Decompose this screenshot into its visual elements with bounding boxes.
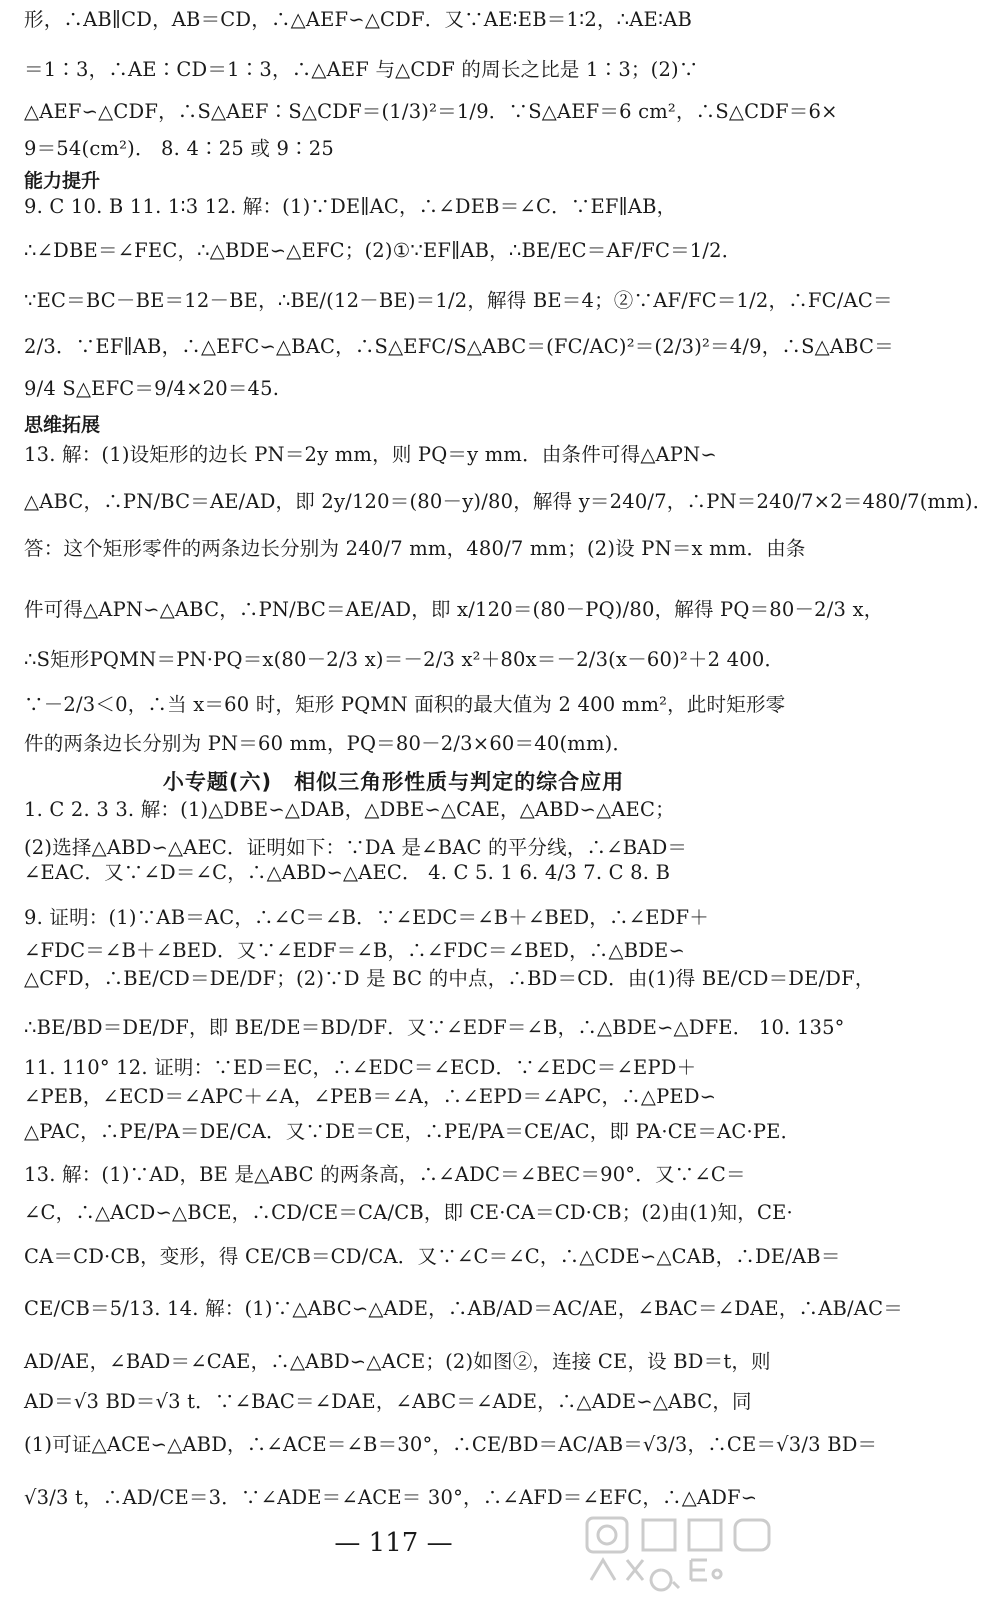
text-line: 件可得△APN∽△ABC，∴PN/BC＝AE/AD，即 x/120＝(80－PQ)/80，解得 PQ＝80－2/3 x，	[24, 598, 884, 621]
text-line: 1. C 2. 3 3. 解：(1)△DBE∽△DAB，△DBE∽△CAE，△ABD∽△AEC；	[24, 798, 675, 821]
text-line: AD＝√3 BD＝√3 t．∵∠BAC＝∠DAE，∠ABC＝∠ADE，∴△ADE∽△ABC，同	[24, 1390, 752, 1413]
text-line: (1)可证△ACE∽△ABD，∴∠ACE＝∠B＝30°，∴CE/BD＝AC/AB＝√3/3，∴CE＝√3/3 BD＝	[24, 1433, 878, 1456]
text-line: ∠C，∴△ACD∽△BCE，∴CD/CE＝CA/CB，即 CE·CA＝CD·CB；(2)由(1)知，CE·	[24, 1201, 793, 1224]
text-line: 件的两条边长分别为 PN＝60 mm，PQ＝80－2/3×60＝40(mm)．	[24, 732, 633, 755]
text-line: ∴S矩形PQMN＝PN·PQ＝x(80－2/3 x)＝－2/3 x²＋80x＝－2/3(x－60)²＋2 400．	[24, 648, 785, 671]
text-line: 形，∴AB∥CD，AB＝CD，∴△AEF∽△CDF．又∵AE∶EB＝1∶2，∴AE∶AB	[24, 8, 693, 31]
text-line: △CFD，∴BE/CD＝DE/DF；(2)∵D 是 BC 的中点，∴BD＝CD．由(1)得 BE/CD＝DE/DF，	[24, 967, 875, 990]
text-line: ∴∠DBE＝∠FEC，∴△BDE∽△EFC；(2)①∵EF∥AB，∴BE/EC＝AF/FC＝1/2．	[24, 239, 742, 262]
text-line: ∠EAC．又∵∠D＝∠C，∴△ABD∽△AEC． 4. C 5. 1 6. 4/3 7. C 8. B	[24, 861, 671, 884]
section-title: 小专题(六) 相似三角形性质与判定的综合应用	[162, 770, 625, 794]
text-line: ∠PEB，∠ECD＝∠APC＋∠A，∠PEB＝∠A，∴∠EPD＝∠APC，∴△PED∽	[24, 1085, 717, 1108]
text-line: 答：这个矩形零件的两条边长分别为 240/7 mm，480/7 mm；(2)设 PN＝x mm．由条	[24, 537, 806, 560]
section-heading: 能力提升	[24, 170, 101, 192]
section-heading: 思维拓展	[24, 414, 101, 436]
text-line: ∴BE/BD＝DE/DF，即 BE/DE＝BD/DF．又∵∠EDF＝∠B，∴△BDE∽△DFE． 10. 135°	[24, 1016, 845, 1039]
text-line: 13. 解：(1)设矩形的边长 PN＝2y mm，则 PQ＝y mm．由条件可得△APN∽	[24, 443, 717, 466]
site-watermark	[581, 1514, 781, 1594]
text-line: △ABC，∴PN/BC＝AE/AD，即 2y/120＝(80－y)/80，解得 y＝240/7，∴PN＝240/7×2＝480/7(mm)．	[24, 490, 992, 513]
text-line: ∠FDC＝∠B＋∠BED．又∵∠EDF＝∠B，∴∠FDC＝∠BED，∴△BDE∽	[24, 939, 686, 962]
text-line: 2/3．∵EF∥AB，∴△EFC∽△BAC，∴S△EFC/S△ABC＝(FC/AC)²＝(2/3)²＝4/9，∴S△ABC＝	[24, 335, 894, 358]
text-line: 9. 证明：(1)∵AB＝AC，∴∠C＝∠B．∵∠EDC＝∠B＋∠BED，∴∠EDF＋	[24, 906, 709, 929]
text-line: √3/3 t，∴AD/CE＝3．∵∠ADE＝∠ACE＝ 30°，∴∠AFD＝∠EFC，∴△ADF∽	[24, 1486, 758, 1509]
text-line: AD/AE，∠BAD＝∠CAE，∴△ABD∽△ACE；(2)如图②，连接 CE，设 BD＝t，则	[24, 1350, 771, 1373]
text-line: CA＝CD·CB，变形，得 CE/CB＝CD/CA．又∵∠C＝∠C，∴△CDE∽△CAB，∴DE/AB＝	[24, 1245, 841, 1268]
text-line: 9. C 10. B 11. 1∶3 12. 解：(1)∵DE∥AC，∴∠DEB＝∠C．∵EF∥AB，	[24, 195, 677, 218]
text-line: ＝1∶3，∴AE∶CD＝1∶3，∴△AEF 与△CDF 的周长之比是 1∶3；(2)∵	[24, 58, 699, 81]
text-line: 9＝54(cm²)． 8. 4∶25 或 9∶25	[24, 137, 335, 160]
text-line: △PAC，∴PE/PA＝DE/CA．又∵DE＝CE，∴PE/PA＝CE/AC，即 PA·CE＝AC·PE．	[24, 1120, 801, 1143]
text-line: 11. 110° 12. 证明：∵ED＝EC，∴∠EDC＝∠ECD．∵∠EDC＝∠EPD＋	[24, 1056, 697, 1079]
text-line: ∵EC＝BC－BE＝12－BE，∴BE/(12－BE)＝1/2，解得 BE＝4；②∵AF/FC＝1/2，∴FC/AC＝	[24, 289, 893, 312]
text-line: (2)选择△ABD∽△AEC．证明如下：∵DA 是∠BAC 的平分线，∴∠BAD＝	[24, 836, 688, 859]
page-number: — 117 —	[334, 1528, 453, 1558]
text-line: 9/4 S△EFC＝9/4×20＝45.	[24, 377, 280, 400]
text-line: CE/CB＝5/13. 14. 解：(1)∵△ABC∽△ADE，∴AB/AD＝AC/AE，∠BAC＝∠DAE，∴AB/AC＝	[24, 1297, 903, 1320]
text-line: △AEF∽△CDF，∴S△AEF∶S△CDF＝(1/3)²＝1/9．∵S△AEF＝6 cm²，∴S△CDF＝6×	[24, 100, 838, 123]
text-line: 13. 解：(1)∵AD，BE 是△ABC 的两条高，∴∠ADC＝∠BEC＝90°．又∵∠C＝	[24, 1163, 746, 1186]
text-line: ∵－2/3＜0，∴当 x＝60 时，矩形 PQMN 面积的最大值为 2 400 mm²，此时矩形零	[24, 693, 786, 716]
